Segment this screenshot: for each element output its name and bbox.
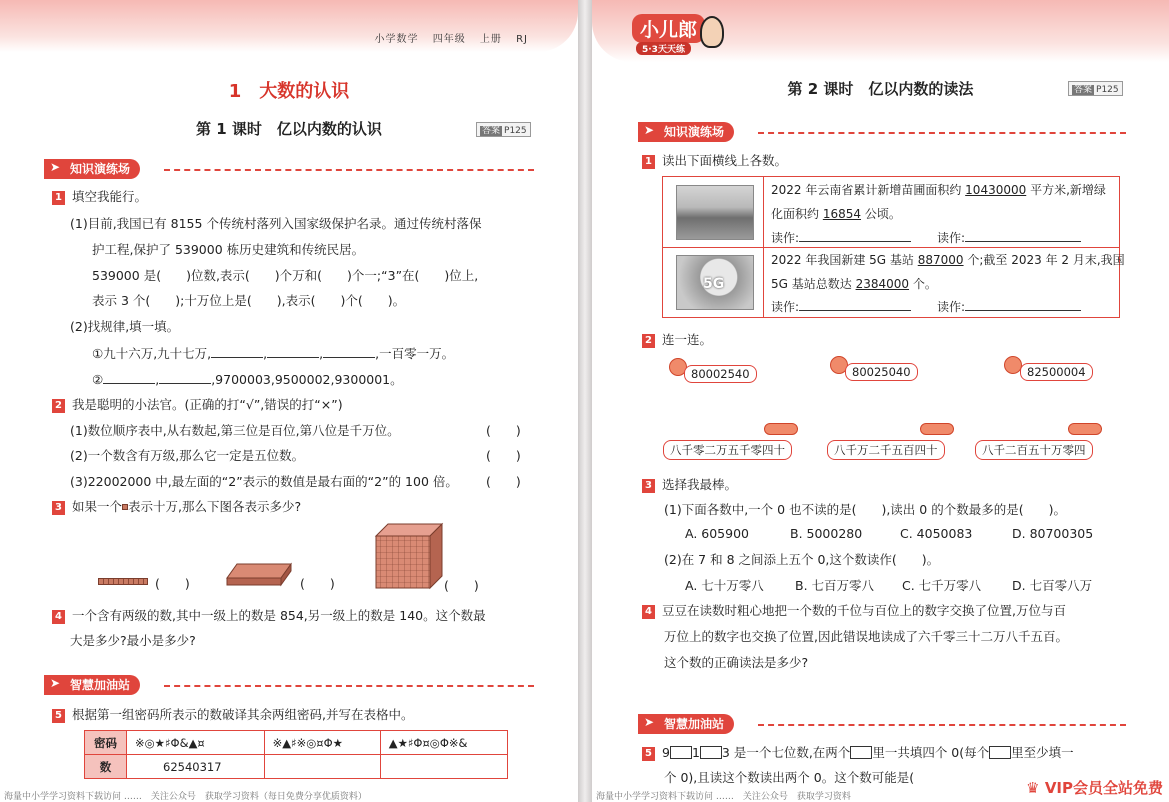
question-text: 豆豆在读数时粗心地把一个数的千位与百位上的数字交换了位置,万位与百 bbox=[662, 603, 1066, 618]
section-divider bbox=[758, 724, 1126, 726]
question-number: 4 bbox=[52, 610, 65, 624]
question-text: 里至少填一 bbox=[1011, 745, 1074, 760]
answer-blank[interactable] bbox=[965, 241, 1081, 242]
q1-text-2: 护工程,保护了 539000 栋历史建筑和传统民居。 bbox=[92, 242, 365, 257]
question-text-end: 表示十万,那么下图各表示多少? bbox=[128, 499, 302, 514]
option-a[interactable]: A. 七十万零八 bbox=[685, 578, 764, 593]
answer-tag bbox=[1068, 81, 1123, 96]
box2-read-row bbox=[771, 298, 1081, 315]
box1-line-1 bbox=[771, 181, 1106, 198]
5g-label: 5G bbox=[703, 276, 725, 292]
read-label: 读作: bbox=[771, 231, 800, 245]
question-text: 里一共填四个 0(每个 bbox=[872, 745, 990, 760]
question-text: 我是聪明的小法官。(正确的打“√”,错误的打“×”) bbox=[72, 397, 343, 412]
option-d[interactable]: D. 七百零八万 bbox=[1012, 578, 1093, 593]
digit: 1 bbox=[691, 745, 700, 760]
q3-title bbox=[642, 475, 737, 493]
question-text: 如果一个 bbox=[72, 499, 123, 514]
code-cell: ▲★♯Φ¤◎Φ※& bbox=[380, 731, 507, 755]
answer-label: 答案 bbox=[482, 126, 501, 136]
answer-blank[interactable] bbox=[799, 241, 911, 242]
q1-text-3: 539000 是( )位数,表示( )个万和( )个一;“3”在( )位上, bbox=[92, 268, 479, 283]
left-page bbox=[0, 0, 578, 802]
question-text: 填空我能行。 bbox=[72, 189, 148, 204]
question-text: 3 是一个七位数,在两个 bbox=[721, 745, 851, 760]
flat-block-icon bbox=[225, 562, 293, 588]
watermark-text: VIP会员全站免费 bbox=[1044, 779, 1163, 797]
mascot-icon bbox=[700, 16, 724, 48]
answer-page: P125 bbox=[1096, 85, 1119, 95]
q2-item-2: (2)一个数含有万级,那么它一定是五位数。 bbox=[70, 448, 305, 463]
question-number: 1 bbox=[642, 155, 655, 169]
read-label: 读作: bbox=[771, 300, 800, 314]
pattern-b-text: ② bbox=[92, 372, 104, 387]
answer-cell[interactable] bbox=[380, 755, 507, 779]
code-cell: ※◎★♯Φ&▲¤ bbox=[127, 731, 265, 755]
q1-title bbox=[52, 187, 147, 205]
box-text: 化面积约 bbox=[771, 207, 823, 221]
question-number: 2 bbox=[642, 334, 655, 348]
q1-title bbox=[642, 151, 787, 169]
box1-read-row bbox=[771, 229, 1081, 246]
section-practice bbox=[44, 159, 534, 179]
question-text: 一个含有两级的数,其中一级上的数是 854,另一级上的数是 140。这个数最 bbox=[72, 608, 486, 623]
option-d[interactable]: D. 80700305 bbox=[1012, 526, 1094, 541]
underlined-number: 887000 bbox=[917, 253, 964, 267]
answer-blank[interactable] bbox=[159, 383, 211, 384]
question-text: 连一连。 bbox=[662, 332, 713, 347]
q2-item-3: (3)22002000 中,最左面的“2”表示的数值是最右面的“2”的 100 倍。 bbox=[70, 474, 458, 489]
q2-item-1: (1)数位顺序表中,从右数起,第三位是百位,第八位是千万位。 bbox=[70, 423, 400, 438]
judge-paren[interactable]: ( ) bbox=[486, 423, 521, 438]
cipher-table bbox=[84, 730, 508, 779]
section-title: ➤ 知识演练场 bbox=[638, 122, 734, 142]
box2-line-1 bbox=[771, 251, 1125, 268]
row-header: 数 bbox=[85, 755, 127, 779]
box-text: 2022 年我国新建 5G 基站 bbox=[771, 253, 918, 267]
answer-blank[interactable] bbox=[211, 357, 263, 358]
box-text: 2022 年云南省累计新增苗圃面积约 bbox=[771, 183, 966, 197]
answer-paren[interactable]: ( ) bbox=[155, 576, 190, 591]
section-bonus bbox=[44, 675, 534, 695]
question-number: 1 bbox=[52, 191, 65, 205]
box-text: 公顷。 bbox=[861, 207, 901, 221]
box-divider bbox=[663, 247, 1119, 248]
section-practice bbox=[638, 122, 1126, 142]
reading-box bbox=[662, 176, 1125, 318]
box-text: 个。 bbox=[909, 277, 937, 291]
brand-logo bbox=[632, 14, 722, 58]
answer-blank[interactable] bbox=[267, 357, 319, 358]
cloud-icon bbox=[1068, 423, 1102, 435]
box-text: 个;截至 2023 年 2 月末,我国 bbox=[963, 253, 1125, 267]
header-subject: 小学数学 bbox=[374, 34, 419, 45]
box-text: 平方米,新增绿 bbox=[1026, 183, 1106, 197]
question-text: 选择我最棒。 bbox=[662, 477, 738, 492]
question-number: 5 bbox=[52, 709, 65, 723]
answer-blank[interactable] bbox=[799, 310, 911, 311]
page-footer: 海量中小学学习资料下载访问 …… 关注公众号 获取学习资料（每日免费分享优质资料） bbox=[4, 792, 367, 802]
book-gutter bbox=[578, 0, 592, 802]
judge-paren[interactable]: ( ) bbox=[486, 474, 521, 489]
q4-line-2: 大是多少?最小是多少? bbox=[70, 633, 196, 648]
question-text: 根据第一组密码所表示的数破译其余两组密码,并写在表格中。 bbox=[72, 707, 414, 722]
option-c[interactable]: C. 七千万零八 bbox=[902, 578, 982, 593]
pattern-b-end: ,9700003,9500002,9300001。 bbox=[211, 372, 403, 387]
section-title: ➤ 知识演练场 bbox=[44, 159, 140, 179]
answer-paren[interactable]: ( ) bbox=[300, 576, 335, 591]
crown-icon: ♛ bbox=[1026, 779, 1045, 797]
reading-bubble[interactable]: 八千二百五十万零四 bbox=[975, 440, 1093, 460]
number-bubble[interactable]: 82500004 bbox=[1020, 363, 1093, 381]
q2-title bbox=[52, 395, 343, 413]
5g-station-photo bbox=[676, 255, 754, 310]
answer-label: 答案 bbox=[1074, 85, 1093, 95]
q4-line-1 bbox=[642, 601, 1066, 619]
q3-part2: (2)在 7 和 8 之间添上五个 0,这个数读作( )。 bbox=[664, 552, 940, 567]
answer-tag bbox=[476, 122, 531, 137]
section-title: ➤ 智慧加油站 bbox=[44, 675, 140, 695]
q5-line-1 bbox=[642, 743, 1074, 761]
judge-paren[interactable]: ( ) bbox=[486, 448, 521, 463]
section-bonus bbox=[638, 714, 1126, 734]
question-text: 读出下面横线上各数。 bbox=[662, 153, 788, 168]
section-divider bbox=[164, 685, 534, 687]
box2-line-2 bbox=[771, 275, 937, 292]
fill-box[interactable] bbox=[700, 746, 722, 759]
header-volume: 上册 bbox=[479, 34, 502, 45]
question-number: 3 bbox=[642, 479, 655, 493]
q5-title bbox=[52, 705, 413, 723]
option-b[interactable]: B. 七百万零八 bbox=[795, 578, 875, 593]
underlined-number: 2384000 bbox=[855, 277, 910, 291]
underlined-number: 16854 bbox=[822, 207, 862, 221]
q1-pattern-a: ①九十六万,九十七万, , , ,一百零一万。 bbox=[92, 346, 455, 361]
number-cell: 62540317 bbox=[127, 755, 265, 779]
nursery-photo bbox=[676, 185, 754, 240]
answer-paren[interactable]: ( ) bbox=[444, 578, 479, 593]
table-row bbox=[85, 755, 508, 779]
number-bubble[interactable]: 80025040 bbox=[845, 363, 918, 381]
vip-watermark[interactable] bbox=[1022, 777, 1167, 798]
rod-block-icon bbox=[98, 578, 148, 585]
code-cell: ※▲♯※◎¤Φ★ bbox=[264, 731, 380, 755]
cloud-icon bbox=[764, 423, 798, 435]
answer-cell[interactable] bbox=[264, 755, 380, 779]
underlined-number: 10430000 bbox=[965, 183, 1027, 197]
right-page bbox=[592, 0, 1169, 802]
box1-line-2 bbox=[771, 205, 901, 222]
unit-title: 1 大数的认识 bbox=[228, 81, 350, 102]
answer-blank[interactable] bbox=[103, 383, 155, 384]
lesson-title: 第 2 课时 亿以内数的读法 bbox=[787, 80, 974, 98]
page-footer: 海量中小学学习资料下载访问 …… 关注公众号 获取学习资料 bbox=[596, 792, 851, 802]
question-number: 5 bbox=[642, 747, 655, 761]
digit: 9 bbox=[662, 745, 670, 760]
question-number: 4 bbox=[642, 605, 655, 619]
header-edition: RJ bbox=[516, 34, 528, 45]
answer-blank[interactable] bbox=[323, 357, 375, 358]
box-symbol bbox=[850, 746, 872, 759]
q1-pattern-b: ② , ,9700003,9500002,9300001。 bbox=[92, 372, 403, 387]
section-divider bbox=[758, 132, 1126, 134]
option-a[interactable]: A. 605900 bbox=[685, 526, 749, 541]
pattern-a-end: ,一百零一万。 bbox=[375, 346, 455, 361]
q4-line-2: 万位上的数字也交换了位置,因此错误地读成了六千零三十二万八千五百。 bbox=[664, 629, 1068, 644]
fill-box[interactable] bbox=[670, 746, 692, 759]
option-b[interactable]: B. 5000280 bbox=[790, 526, 863, 541]
option-c[interactable]: C. 4050083 bbox=[900, 526, 973, 541]
q5-line-2: 个 0),且读这个数读出两个 0。这个数可能是( bbox=[664, 770, 915, 785]
box-symbol bbox=[989, 746, 1011, 759]
question-number: 3 bbox=[52, 501, 65, 515]
page-header bbox=[365, 30, 528, 45]
q4-line-3: 这个数的正确读法是多少? bbox=[664, 655, 809, 670]
q3-title bbox=[52, 497, 301, 515]
q4-line-1 bbox=[52, 606, 486, 624]
read-label: 读作: bbox=[937, 231, 966, 245]
answer-page: P125 bbox=[504, 126, 527, 136]
cloud-icon bbox=[920, 423, 954, 435]
q1-text-1: (1)目前,我国已有 8155 个传统村落列入国家级保护名录。通过传统村落保 bbox=[70, 216, 482, 231]
number-bubble[interactable]: 80002540 bbox=[684, 365, 757, 383]
read-label: 读作: bbox=[937, 300, 966, 314]
section-title: ➤ 智慧加油站 bbox=[638, 714, 734, 734]
row-header: 密码 bbox=[85, 731, 127, 755]
box-text: 5G 基站总数达 bbox=[771, 277, 856, 291]
pattern-a-text: ①九十六万,九十七万, bbox=[92, 346, 212, 361]
answer-blank[interactable] bbox=[965, 310, 1081, 311]
section-divider bbox=[164, 169, 534, 171]
reading-bubble[interactable]: 八千万二千五百四十 bbox=[827, 440, 945, 460]
cube-block-icon bbox=[374, 522, 444, 590]
q2-title bbox=[642, 330, 712, 348]
q1-text-4: 表示 3 个( );十万位上是( ),表示( )个( )。 bbox=[92, 293, 406, 308]
logo-title: 小儿郎 bbox=[632, 14, 705, 43]
reading-bubble[interactable]: 八千零二万五千零四十 bbox=[663, 440, 792, 460]
logo-subtitle: 5·3天天练 bbox=[636, 42, 691, 55]
header-grade: 四年级 bbox=[432, 34, 466, 45]
q1-part2-title: (2)找规律,填一填。 bbox=[70, 319, 180, 334]
question-number: 2 bbox=[52, 399, 65, 413]
lesson-title: 第 1 课时 亿以内数的认识 bbox=[196, 120, 382, 138]
q3-part1: (1)下面各数中,一个 0 也不读的是( ),读出 0 的个数最多的是( )。 bbox=[664, 502, 1066, 517]
table-row bbox=[85, 731, 508, 755]
